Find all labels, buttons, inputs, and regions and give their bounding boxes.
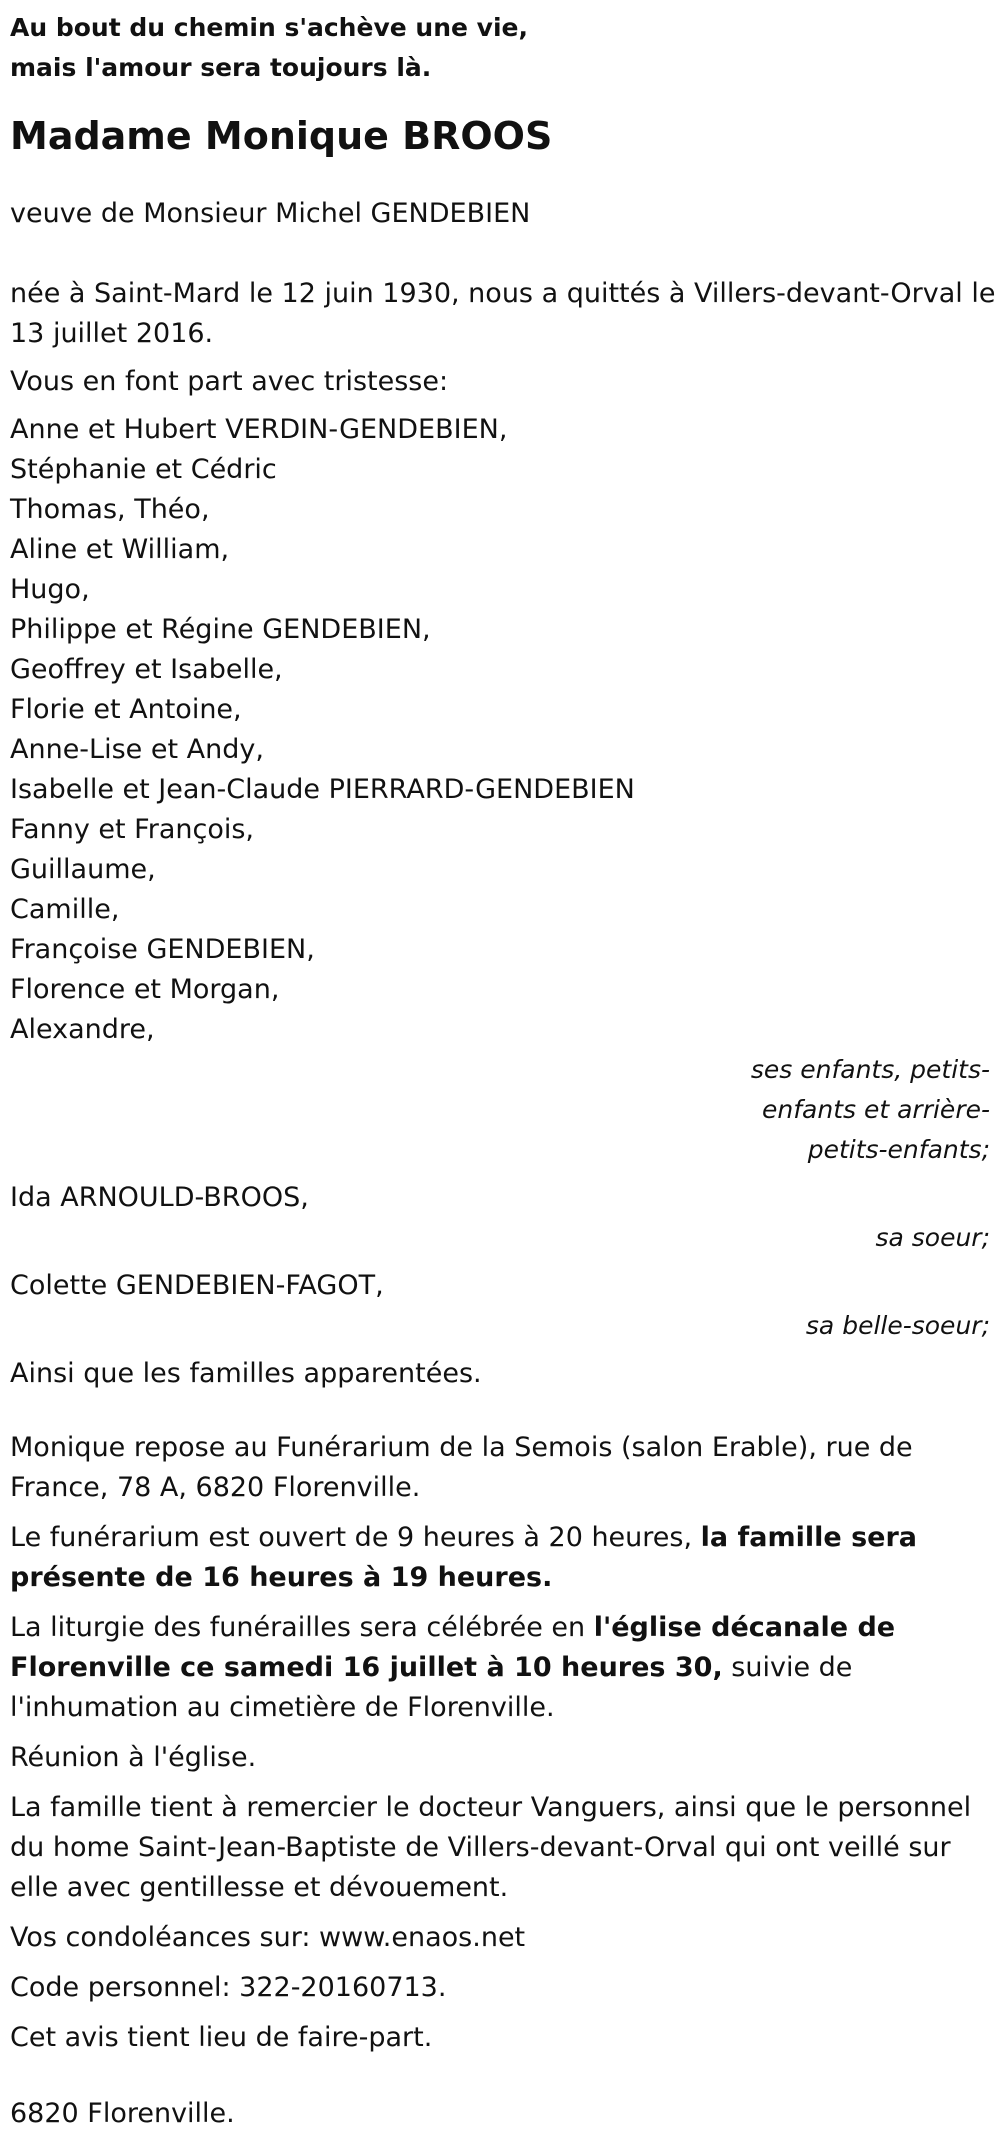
family-member: Florence et Morgan, [10,974,280,1005]
thanks-text: La famille tient à remercier le docteur Vanguers, ainsi que le personnel du home Saint-Jean-Baptiste de Villers-devant-Orval qui ont veillé sur elle avec gentillesse et dévouement. [10,1792,972,1903]
sister-role: sa soeur; [875,1223,990,1252]
epitaph [10,8,1000,88]
family-member: Isabelle et Jean-Claude PIERRARD-GENDEBIEN [10,774,635,805]
location-text: 6820 Florenville. [10,2098,235,2129]
notice-text: Cet avis tient lieu de faire-part. [10,2022,433,2053]
epitaph-line-1: Au bout du chemin s'achève une vie, [10,13,528,42]
funerarium-hours [10,1518,1000,1598]
family-member: Aline et William, [10,534,230,565]
family-list [10,410,1000,1050]
funerarium-hours-bold: la famille sera présente de 16 heures à 19 heures. [10,1522,918,1593]
sister-in-law-name: Colette GENDEBIEN-FAGOT, [10,1270,384,1301]
announcement-intro: Vous en font part avec tristesse: [10,366,449,397]
family-member: Françoise GENDEBIEN, [10,934,315,965]
reunion-text: Réunion à l'église. [10,1742,257,1773]
family-member: Guillaume, [10,854,156,885]
family-member: Stéphanie et Cédric [10,454,277,485]
family-member: Geoffrey et Isabelle, [10,654,283,685]
liturgy-text-normal-1: La liturgie des funérailles sera célébrée en [10,1612,594,1643]
widow-of: veuve de Monsieur Michel GENDEBIEN [10,198,531,229]
family-member: Hugo, [10,574,90,605]
family-member: Thomas, Théo, [10,494,210,525]
family-member: Camille, [10,894,120,925]
funerarium-hours-normal: Le funérarium est ouvert de 9 heures à 20 heures, [10,1522,701,1553]
family-member: Philippe et Régine GENDEBIEN, [10,614,431,645]
personal-code: Code personnel: 322-20160713. [10,1972,447,2003]
family-member: Alexandre, [10,1014,155,1045]
family-member: Anne-Lise et Andy, [10,734,264,765]
liturgy-text-bold: l'église décanale de Florenville ce samedi 16 juillet à 10 heures 30, [10,1612,896,1683]
liturgy-text-normal-2: suivie de l'inhumation au cimetière de Florenville. [10,1652,853,1723]
epitaph-line-2: mais l'amour sera toujours là. [10,53,432,82]
liturgy-text [10,1608,1000,1728]
birth-death-text: née à Saint-Mard le 12 juin 1930, nous a quittés à Villers-devant-Orval le 13 juillet 2016. [10,278,996,349]
condolences-text: Vos condoléances sur: www.enaos.net [10,1922,526,1953]
family-member: Fanny et François, [10,814,255,845]
sister-in-law-role: sa belle-soeur; [805,1311,990,1340]
repose-text: Monique repose au Funérarium de la Semois (salon Erable), rue de France, 78 A, 6820 Florenville. [10,1432,913,1503]
deceased-name: Madame Monique BROOS [10,114,553,158]
children-role: ses enfants, petits-enfants et arrière-petits-enfants; [750,1055,990,1164]
related-families: Ainsi que les familles apparentées. [10,1358,482,1389]
family-member: Florie et Antoine, [10,694,242,725]
family-member: Anne et Hubert VERDIN-GENDEBIEN, [10,414,508,445]
sister-name: Ida ARNOULD-BROOS, [10,1182,309,1213]
